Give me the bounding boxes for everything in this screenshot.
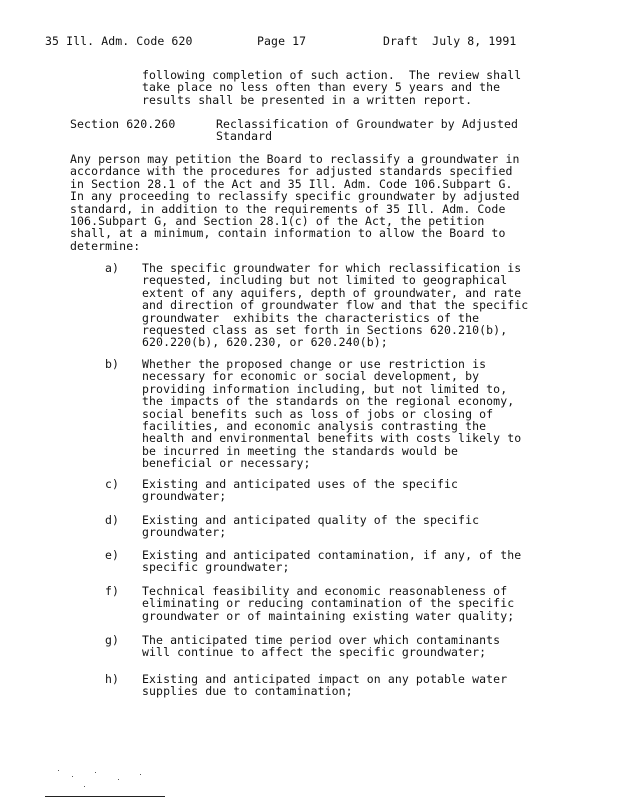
section-title: Reclassification of Groundwater by Adjusted Standard	[216, 117, 519, 144]
footer-rule	[45, 796, 165, 797]
item-text: Existing and anticipated uses of the specific groundwater;	[142, 477, 459, 504]
item-letter: h)	[105, 672, 120, 686]
item-text: Existing and anticipated contamination, if any, of the specific groundwater;	[142, 548, 522, 575]
item-letter: b)	[105, 357, 120, 371]
scan-speck	[58, 770, 59, 771]
code-citation: 35 Ill. Adm. Code 620	[45, 34, 193, 48]
scan-speck	[72, 776, 73, 777]
page-header	[45, 34, 545, 48]
draft-date: Draft July 8, 1991	[383, 34, 517, 48]
section-number: Section 620.260	[70, 117, 176, 131]
item-letter: a)	[105, 261, 120, 275]
item-text: The specific groundwater for which reclassification is requested, including but not limited to geographical extent of any aquifers, depth of groundwater, and rate and direction of groundwater flow and that the specific groundwater exhibits the characteristics of the requested class as set forth in Sections 620.210(b), 620.220(b), 620.230, or 620.240(b);	[142, 261, 529, 350]
item-text: Technical feasibility and economic reasonableness of eliminating or reducing contamination of the specific groundwater or of maintaining existing water quality;	[142, 584, 515, 623]
item-letter: f)	[105, 584, 120, 598]
item-letter: g)	[105, 633, 120, 647]
lead-paragraph: Any person may petition the Board to reclassify a groundwater in accordance with the procedures for adjusted standards specified in Section 28.1 of the Act and 35 Ill. Adm. Code 106.Subpart G. In any proceeding to reclassify specific groundwater by adjusted standard, in addition to the requirements of 35 Ill. Adm. Code 106.Subpart G, and Section 28.1(c) of the Act, the petition shall, at a minimum, contain information to allow the Board to determine:	[70, 152, 520, 253]
item-letter: e)	[105, 548, 120, 562]
item-text: Whether the proposed change or use restriction is necessary for economic or social development, by providing information including, but not limited to, the impacts of the standards on the regional economy, social benefits such as loss of jobs or closing of facilities, and economic analysis contrasting the health and environmental benefits with costs likely to be incurred in meeting the standards would be beneficial or necessary;	[142, 357, 522, 471]
item-letter: c)	[105, 477, 120, 491]
item-text: Existing and anticipated impact on any potable water supplies due to contamination;	[142, 672, 508, 699]
page-number: Page 17	[257, 34, 307, 48]
scan-speck	[118, 779, 119, 780]
scan-speck	[84, 786, 85, 787]
item-text: The anticipated time period over which contaminants will continue to affect the specific groundwater;	[142, 633, 501, 660]
item-text: Existing and anticipated quality of the specific groundwater;	[142, 513, 480, 540]
continued-paragraph: following completion of such action. The review shall take place no less often than every 5 years and the results shall be presented in a written report.	[142, 68, 522, 107]
scan-speck	[140, 774, 141, 775]
scan-speck	[95, 772, 96, 773]
item-letter: d)	[105, 513, 120, 527]
